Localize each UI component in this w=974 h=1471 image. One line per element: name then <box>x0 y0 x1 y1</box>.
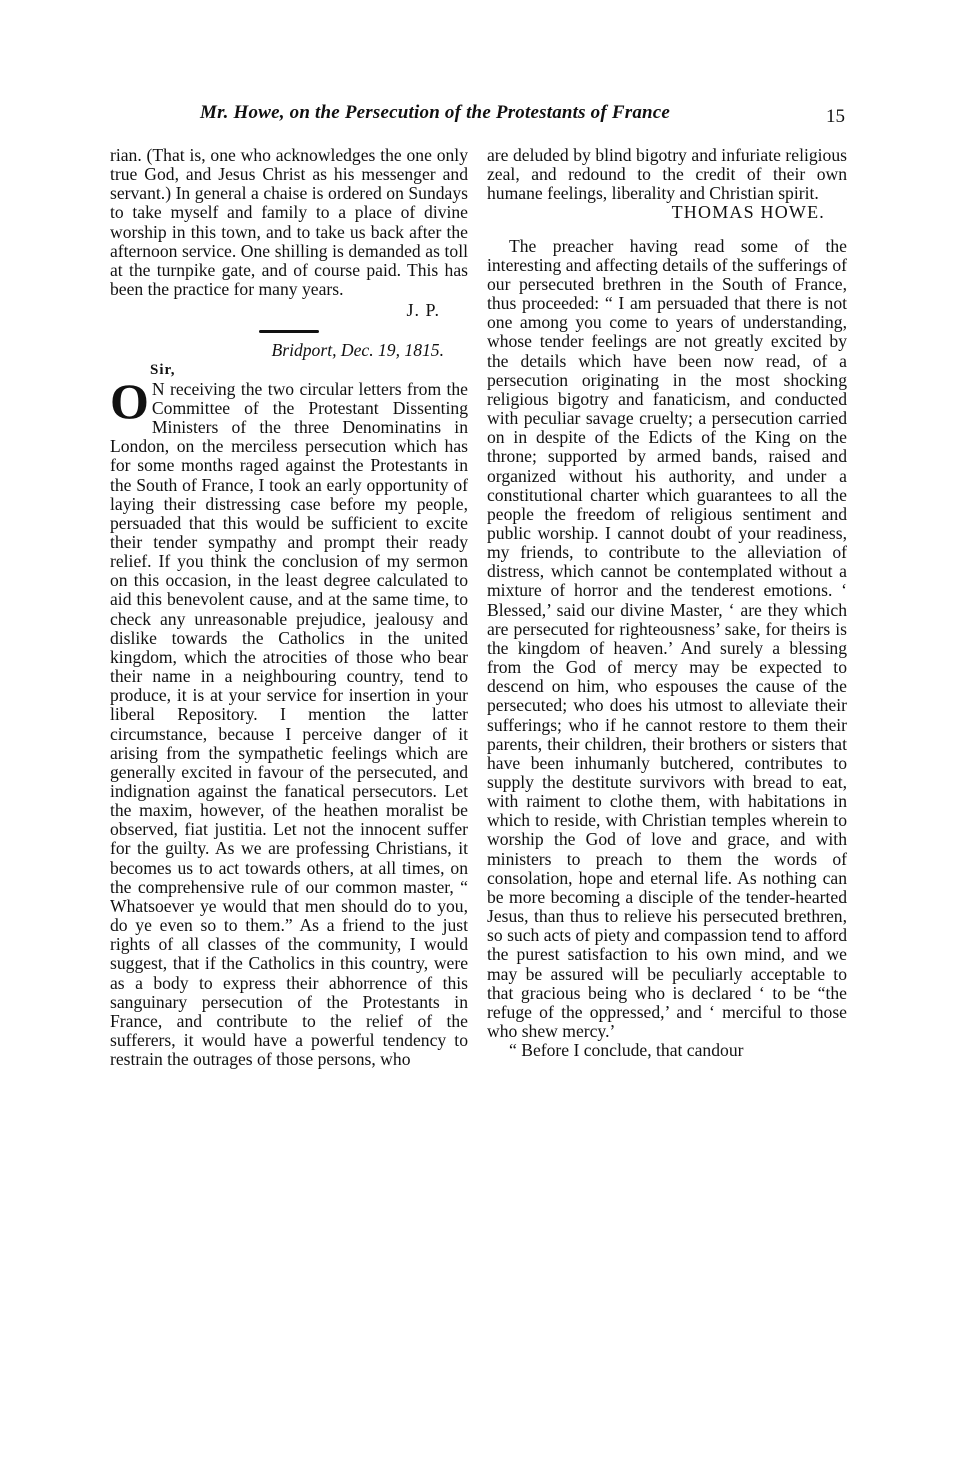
closing-line: “ Before I conclude, that candour <box>509 1040 744 1061</box>
running-header <box>0 102 974 132</box>
right-column <box>487 146 847 1060</box>
page-number: 15 <box>826 106 845 127</box>
left-column <box>110 146 468 1069</box>
opening-paragraph: rian. (That is, one who acknowledges the one only true God, and Jesus Christ as his messenger and servant.) In general a chaise is ordered on Sundays to take myself and family to a place of divine worship in this town, and to take us back after the afternoon service. One shilling is demanded as toll at the turnpike gate, and of course paid. This has been the practice for many years. <box>110 145 468 300</box>
dateline: Bridport, Dec. 19, 1815. <box>271 340 444 361</box>
salutation: Sir, <box>150 361 176 378</box>
letter-body: N receiving the two circular letters from the Committee of the Protestant Dissenting Ministers of the three Denominatins in London, on the merciless persecution which has for some months raged against the Protestants in the South of France, I took an early opportunity of laying their distressing case before my people, persuaded that this would be sufficient to excite their tender sympathy and prompt their ready relief. If you think the conclusion of my sermon on this occasion, in the least degree calculated to aid this benevolent cause, and at the same time, to check any unreasonable prejudice, jealousy and dislike towards the Catholics in the united kingdom, which the atrocities of those who bear their name in a neighbouring country, tend to produce, it is at your service for insertion in your liberal Repository. I mention the latter circumstance, because I perceive danger of it arising from the sympathetic feelings which are generally excited in favour of the persecuted, and indignation against the fanatical persecutors. Let the maxim, however, of the heathen moralist be observed, fiat justitia. Let not the innocent suffer for the guilty. As we are professing Christians, it becomes us to act towards others, at all times, on the comprehensive rule of our common master, “ Whatsoever ye would that men should do to you, do ye even so to them.” As a friend to the just rights of all classes of the community, I would suggest, that if the Catholics in this country, were as a body to express their abhorrence of this sanguinary persecution of the Protestants in France, and contribute to the relief of the sufferers, it would have a powerful tendency to restrain the outrages of those persons, who <box>110 378 468 1070</box>
running-title: Mr. Howe, on the Persecution of the Protestants of France <box>200 102 671 123</box>
signature-jp: J. P. <box>406 300 440 321</box>
sermon-paragraph: The preacher having read some of the interesting and affecting details of the sufferings of our persecuted brethren in the South of France, thus proceeded: “ I am persuaded that there is not one among you come to years of understanding, whose tender feelings are not greatly excited by the details which have been now read, of a persecution originating in the most shocking religious bigotry and fanaticism, and conducted with peculiar savage cruelty; a persecution carried on in despite of the Edicts of the King on the throne; supported by armed bands, raised and organized without his authority, and under a constitutional charter which guarantees to all the people the freedom of religious sentiment and public worship. I cannot doubt of your readiness, my friends, to contribute to the alleviation of distress, which cannot be contemplated without a mixture of horror and the tenderest emotions. ‘ Blessed,’ said our divine Master, ‘ are they which are persecuted for righteousness’ sake, for theirs is the kingdom of heaven.’ And surely a blessing from the God of mercy may be expected to descend on him, who espouses the cause of the persecuted; who does his utmost to alleviate their sufferings; who if he cannot restore to them their parents, their children, their brothers or sisters that have been inhumanly butchered, contributes to supply the destitute survivors with bread to eat, with raiment to clothe them, with habitations in which to reside, with Christian temples wherein to worship the God of love and grace, and with ministers to preach to them the words of consolation, hope and eternal life. As nothing can be more becoming a disciple of the tender-hearted Jesus, than thus to relieve his persecuted brethren, so such acts of piety and compassion tend to afford the purest satisfaction to his own mind, and we may be assured will be peculiarly acceptable to that gracious being who is declared ‘ to be “the refuge of the oppressed,’ and ‘ merciful to those who shew mercy.’ <box>487 235 847 1042</box>
letter-body-paragraph <box>110 372 468 1070</box>
continuation-paragraph: are deluded by blind bigotry and infuriate religious zeal, and redound to the credit of their own humane feelings, liberality and Christian spirit. <box>487 145 847 204</box>
signature-thomas-howe: THOMAS HOWE. <box>671 202 825 223</box>
drop-cap: O <box>110 372 149 429</box>
section-divider <box>259 330 319 333</box>
